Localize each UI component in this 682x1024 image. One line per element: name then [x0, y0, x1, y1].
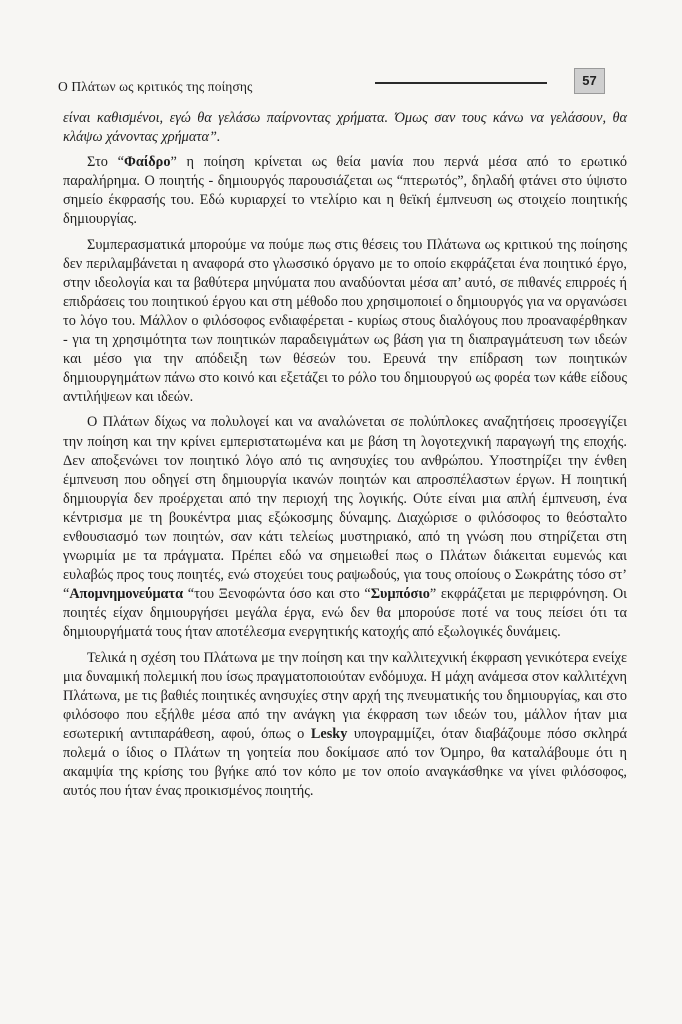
- lesky-name: Lesky: [310, 725, 348, 742]
- quote-continuation-paragraph: είναι καθισμένοι, εγώ θα γελάσω παίρνοντας χρήματα. Όμως σαν τους κάνω να γελάσουν, θα κλάψω χάνοντας χρήματα”.: [63, 110, 627, 146]
- text-span: Στο “: [87, 154, 124, 171]
- page-number: 57: [574, 68, 605, 94]
- plato-poetry-paragraph: [63, 413, 627, 642]
- text-span: ” εκφράζεται με περιφρόνηση. Οι ποιητές είχαν δημιουργήσει μεγάλα έργα, ενώ δεν θα μπορούσε ποτέ να τους πείσει ότι τα δημιουργήματά τους ήταν αποτέλεσμα ενεργητικής κατοχής από εξωλογικές δυνάμεις.: [63, 586, 627, 641]
- text-span: Τελικά η σχέση του Πλάτωνα με την ποίηση και την καλλιτεχνική έκφραση γενικότερα ενείχε μια δυναμική πολεμική που ίσως πραγματοποιούταν ενδόμυχα. Η μάχη ανάμεσα στον καλλιτέχνη Πλάτωνα, με τις βαθιές ποιητικές ανησυχίες στην αρχή της πνευματικής του δημιουργίας, και στο φιλόσοφο που εξήλθε μέσα από την ανάγκη για έκφραση των ιδεών του, μάλλον ήταν μια εσωτερική αντιπαράθεση, αφού, όπως ο: [63, 649, 627, 742]
- text-span: ” η ποίηση κρίνεται ως θεία μανία που περνά μέσα από το ερωτικό παραλήρημα. Ο ποιητής - δημιουργός παρουσιάζεται ως “πτερωτός”, δηλαδή φτάνει στο ύψιστο σημείο έκφρασής του. Εδώ κυριαρχεί το ντελίριο και η θεϊκή έμπνευση ως στοιχείο ποιητικής δημιουργίας.: [63, 154, 627, 228]
- header-rule: [375, 82, 547, 84]
- text-span: υπογραμμίζει, όταν διαβάζουμε πόσο σκληρά πολεμά ο ίδιος ο Πλάτων τη γοητεία που δοκίμασε από τον Όμηρο, θα καταλάβουμε ότι η ακαμψία της κρίσης του βγήκε από τον κόπο με τον οποίο αναγκάσθηκε να γίνει φιλόσοφος, αυτός που ήταν ένας προικισμένος ποιητής.: [63, 725, 627, 800]
- body-text: [63, 109, 627, 807]
- phaedrus-paragraph: [63, 153, 627, 229]
- text-span: Ο Πλάτων δίχως να πολυλογεί και να αναλώνεται σε πολύπλοκες αναζητήσεις προσεγγίζει την ποίηση και την κρίνει εμπεριστατωμένα και με βάση τη λογοτεχνική παραγωγή της εποχής. Δεν αποξενώνει τον ποιητικό λόγο από τις ανησυχίες του ανθρώπου. Υποστηρίζει την ένθεη έμπνευση που οδηγεί στη δημιουργία ικανών ποιητών και απροσπέλαστων έργων. Η ποιητική δημιουργία δεν προέρχεται από την περιοχή της λογικής. Ούτε είναι μια απλή έμπνευση, ένα κέντρισμα με τη βουκέντρα μιας εξώκοσμης δύναμης. Διαχώρισε ο φιλόσοφος το θεόσταλτο ενθουσιασμό των ποιητών, σαν κάτι τελείως μυστηριακό, από τη γνώση που στηρίζεται στη γνωριμία με τα πράγματα. Πρέπει εδώ να σημειωθεί πως ο Πλάτων διάκειται ευμενώς και ευλαβώς προς τους ποιητές, ενώ στοχεύει τους ραψωδούς, για τους οποίους ο Σωκράτης τόσο στ’ “: [63, 414, 627, 603]
- symposium-title: Συμπόσιο: [370, 586, 430, 603]
- conclusion-paragraph: Συμπερασματικά μπορούμε να πούμε πως στις θέσεις του Πλάτωνα ως κριτικού της ποίησης δεν περιλαμβάνεται η αναφορά στο γλωσσικό όργανο με το οποίο εκφράζεται ένα ποιητικό έργο, στην ιδεολογία και τα βαθύτερα μηνύματα που αναδύονται μέσα απ’ αυτό, σε πιθανές επιρροές ή επιδράσεις του ποιητικού έργου και στη μέθοδο που χρησιμοποιεί ο δημιουργός για να οργανώσει το λόγο του. Μάλλον ο φιλόσοφος ενδιαφέρεται - κυρίως στους διαλόγους που προαναφέρθηκαν - για τη χρησιμότητα των ποιητικών παραδειγμάτων ως βάση για τη διαπραγμάτευση των ιδεών και μέσο για την απόδειξη των θέσεών του. Ερευνά την επίδραση των ποιητικών δημιουργημάτων πάνω στο κοινό και εξετάζει το ρόλο του δημιουργού ως φορέα των κάθε είδους αντιλήψεων και ιδεών.: [63, 236, 627, 406]
- final-paragraph: [63, 649, 627, 802]
- text-span: “του Ξενοφώντα όσο και στο “: [183, 586, 371, 603]
- memorabilia-title: Απομνημονεύματα: [69, 586, 184, 603]
- running-title: Ο Πλάτων ως κριτικός της ποίησης: [58, 79, 253, 94]
- phaedrus-title: Φαίδρο: [124, 154, 171, 171]
